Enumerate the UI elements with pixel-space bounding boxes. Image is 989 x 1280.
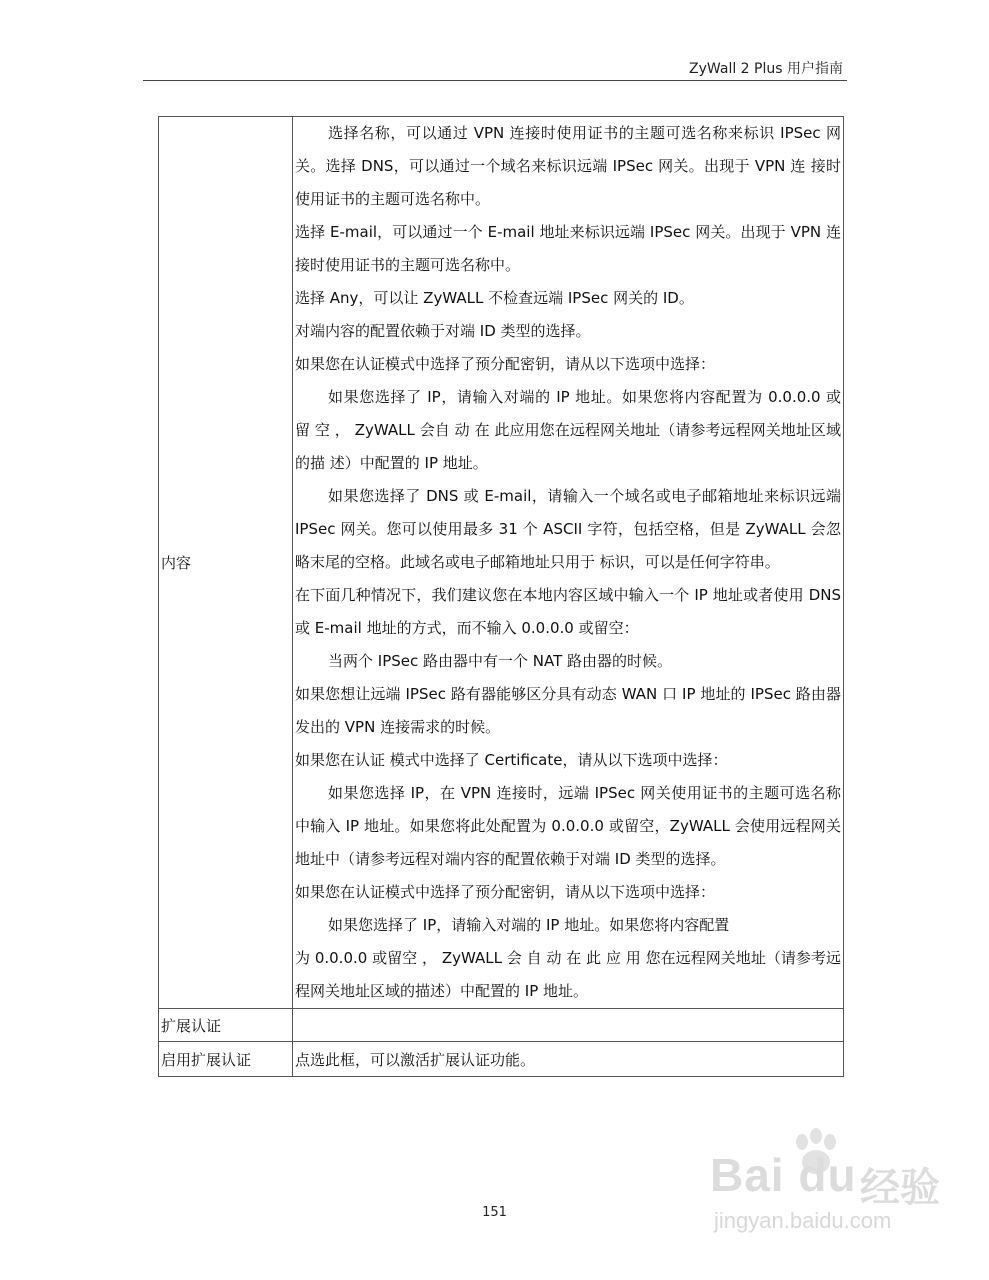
- watermark-logo-cn: 经验: [860, 1165, 940, 1211]
- row-value-ext-auth: [293, 1009, 844, 1042]
- content-paragraph: 选择名称，可以通过 VPN 连接时使用证书的主题可选名称来标识 IPSec 网关。选择 DNS，可以通过一个域名来标识远端 IPSec 网关。出现于 VPN 连 接时使用证书的主题可选名称中。: [295, 124, 841, 208]
- content-paragraph: 如果您想让远端 IPSec 路有器能够区分具有动态 WAN 口 IP 地址的 IPSec 路由器发出的 VPN 连接需求的时候。: [295, 685, 841, 736]
- content-paragraph: 在下面几种情况下，我们建议您在本地内容区域中输入一个 IP 地址或者使用 DNS 或 E-mail 地址的方式，而不输入 0.0.0.0 或留空：: [295, 586, 841, 637]
- watermark-logo-text: Bai du: [710, 1149, 857, 1201]
- row-content-body: [293, 117, 844, 1009]
- spec-table: [158, 116, 844, 1077]
- table-row-enable-ext-auth: [159, 1042, 844, 1077]
- content-paragraph: 为 0.0.0.0 或留空 ， ZyWALL 会 自 动 在 此 应 用 您在远程网关地址（请参考远程网关地址区域的描述）中配置的 IP 地址。: [295, 949, 841, 1000]
- row-label-enable-ext-auth: 启用扩展认证: [159, 1042, 293, 1077]
- watermark-url: jingyan.baidu.com: [714, 1208, 892, 1233]
- row-value-enable-ext-auth: 点选此框，可以激活扩展认证功能。: [293, 1042, 844, 1077]
- header-title: ZyWall 2 Plus 用户指南: [689, 61, 843, 77]
- content-paragraph: 对端内容的配置依赖于对端 ID 类型的选择。: [295, 322, 591, 340]
- content-paragraph: 如果您在认证模式中选择了预分配密钥，请从以下选项中选择：: [295, 883, 716, 901]
- content-paragraph: 选择 Any，可以让 ZyWALL 不检查远端 IPSec 网关的 ID。: [295, 289, 694, 307]
- content-paragraph: 如果您选择了 IP，请输入对端的 IP 地址。如果您将内容配置为 0.0.0.0 或 留 空 ， ZyWALL 会自 动 在 此应用您在远程网关地址（请参考远程网关地址区域的描 述）中配置的 IP 地址。: [295, 388, 841, 472]
- baidu-jingyan-watermark: [700, 1128, 960, 1238]
- table-row-ext-auth: [159, 1009, 844, 1042]
- content-paragraph: 如果您选择 IP，在 VPN 连接时，远端 IPSec 网关使用证书的主题可选名称中输入 IP 地址。如果您将此处配置为 0.0.0.0 或留空，ZyWALL 会使用远程网关地址中（请参考远程对端内容的配置依赖于对端 ID 类型的选择。: [295, 784, 841, 868]
- content-paragraph: 如果您在认证模式中选择了预分配密钥，请从以下选项中选择：: [295, 355, 716, 373]
- content-paragraph: 如果您在认证 模式中选择了 Certificate，请从以下选项中选择：: [295, 751, 728, 769]
- header-divider: [143, 80, 847, 81]
- table-row-content: [159, 117, 844, 1009]
- content-paragraph: 当两个 IPSec 路由器中有一个 NAT 路由器的时候。: [328, 652, 673, 670]
- row-label-content: 内容: [159, 117, 293, 1009]
- content-paragraph: 如果您选择了 DNS 或 E-mail，请输入一个域名或电子邮箱地址来标识远端 IPSec 网关。您可以使用最多 31 个 ASCII 字符，包括空格，但是 ZyWALL 会忽略末尾的空格。此域名或电子邮箱地址只用于 标识，可以是任何字符串。: [295, 487, 841, 571]
- page-number: 151: [482, 1205, 507, 1220]
- content-paragraph: 如果您选择了 IP，请输入对端的 IP 地址。如果您将内容配置: [328, 916, 730, 934]
- content-paragraph: 选择 E-mail，可以通过一个 E-mail 地址来标识远端 IPSec 网关。出现于 VPN 连接时使用证书的主题可选名称中。: [295, 223, 841, 274]
- row-label-ext-auth: 扩展认证: [159, 1009, 293, 1042]
